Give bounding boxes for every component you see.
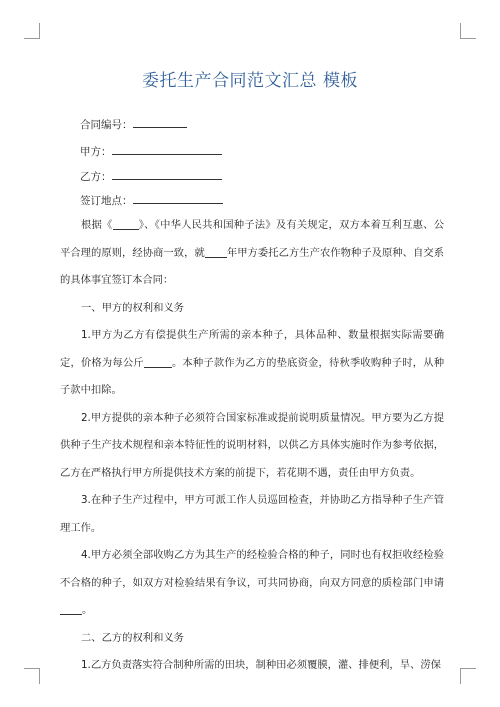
clause-text: 1.甲方为乙方有偿提供生产所需的亲本种子，具体品种、数量根据实际需要确定，价格为每公斤 (60, 329, 444, 369)
crop-mark (39, 668, 40, 684)
crop-mark (460, 668, 461, 684)
intro-text: 年甲方委托乙方生产农作物种子及原种、自交系的具体事宜签订本合同： (60, 246, 445, 286)
clause-paragraph (60, 542, 444, 625)
party-b-field (80, 168, 222, 184)
section-heading: 二、乙方的权利和义务 (81, 631, 184, 644)
signing-place-field (80, 192, 223, 208)
intro-text: 》、《中华人民共和国种子法》及有关规定，双方本着互利互惠、公平合理的原则，经协商一致，就 (60, 219, 445, 259)
intro-text: 根据《 (81, 219, 113, 231)
inspection-dept-blank (60, 602, 82, 615)
clause-paragraph: 2.甲方提供的亲本种子必须符合国家标准或提前说明质量情况。甲方要为乙方提供种子生产技术规程和亲本特征性的说明材料，以供乙方具体实施时作为参考依据，乙方在严格执行甲方所提供技术方案的前提下，若花期不遇，责任由甲方负责。 (60, 411, 444, 479)
crop-mark (24, 668, 40, 669)
crop-mark (24, 38, 40, 39)
field-label: 甲方： (80, 146, 112, 158)
field-label: 签订地点： (80, 195, 133, 207)
document-title: 委托生产合同范文汇总 模板 (142, 71, 358, 91)
section-heading: 一、甲方的权利和义务 (81, 301, 184, 314)
party-a-blank (112, 143, 222, 155)
field-label: 乙方： (80, 171, 112, 183)
year-blank (205, 245, 227, 258)
clause-paragraph: 1.乙方负责落实符合制种所需的田块，制种田必须覆膜，灌、排便利，旱、涝保 (81, 659, 441, 671)
party-a-field (80, 143, 222, 159)
signing-place-blank (133, 192, 223, 204)
contract-number-field (80, 116, 187, 132)
price-blank (144, 355, 172, 368)
contract-number-blank (133, 116, 187, 128)
crop-mark (460, 668, 476, 669)
party-b-blank (112, 168, 222, 180)
crop-mark (460, 38, 476, 39)
law-name-blank (113, 217, 139, 230)
clause-text: 4.甲方必须全部收购乙方为其生产的经检验合格的种子，同时也有权拒收经检验不合格的种子，如双方对检验结果有争议，可共同协商，向双方同意的质检部门申请 (60, 549, 444, 589)
clause-paragraph: 3.在种子生产过程中，甲方可派工作人员巡回检查，并协助乙方指导种子生产管理工作。 (60, 494, 444, 534)
field-label: 合同编号： (80, 119, 133, 131)
clause-paragraph (60, 322, 444, 405)
clause-text: 。 (82, 604, 93, 616)
clause-text: 。本种子款作为乙方的垫底资金，待秋季收购种子时，从种子款中扣除。 (60, 356, 444, 396)
crop-mark (460, 23, 461, 39)
intro-paragraph (60, 212, 444, 295)
crop-mark (39, 23, 40, 39)
contract-body (60, 212, 444, 680)
